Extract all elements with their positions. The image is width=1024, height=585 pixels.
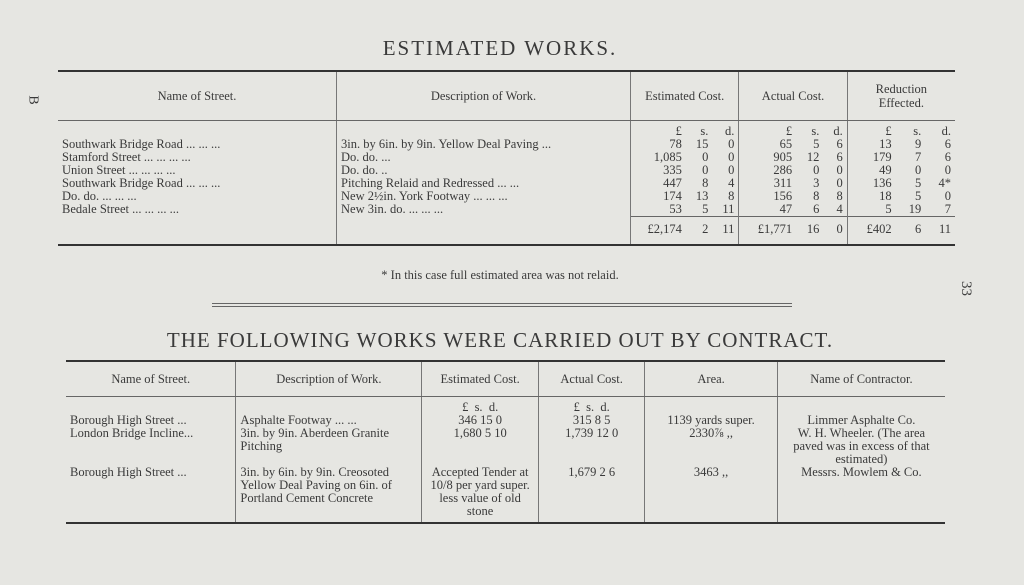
act-cell: 47 xyxy=(739,203,796,217)
table-row xyxy=(58,138,955,151)
act-cell: 6 xyxy=(836,137,843,151)
col-street: Name of Street. xyxy=(58,71,337,121)
act-cell: 5 xyxy=(813,137,820,151)
page-title: ESTIMATED WORKS. xyxy=(382,36,618,60)
area-cell: 3463 ,, xyxy=(645,466,777,523)
est-cell: 0 xyxy=(702,163,709,177)
divider-rule xyxy=(212,303,792,307)
actual-cell: 315 8 5 xyxy=(538,414,644,427)
total-cell: 11 xyxy=(925,217,955,246)
street-cell: Southwark Bridge Road ... ... ... xyxy=(62,176,221,190)
actual-cell: 1,739 12 0 xyxy=(538,427,644,466)
est-cell: 1,085 xyxy=(631,151,686,164)
col-description: Description of Work. xyxy=(337,71,631,121)
act-cell: 3 xyxy=(813,176,820,190)
currency-pound: £ xyxy=(847,121,895,139)
red-cell: 6 xyxy=(944,137,951,151)
street-cell: London Bridge Incline... xyxy=(70,426,194,440)
col-reduction: Reduction Effected. xyxy=(847,71,955,121)
table-row xyxy=(66,427,945,466)
est-cell: 8 xyxy=(728,189,735,203)
total-cell: 16 xyxy=(796,217,823,246)
col-street: Name of Street. xyxy=(66,361,236,397)
est-cell: 5 xyxy=(702,202,709,216)
red-cell: 136 xyxy=(847,177,895,190)
est-cell: 11 xyxy=(722,202,735,216)
currency-labels: £ s. d. xyxy=(422,397,539,415)
est-cell: 13 xyxy=(695,189,709,203)
est-cell: 0 xyxy=(728,137,735,151)
footnote: * In this case full estimated area was not relaid. xyxy=(381,268,619,282)
act-cell: 65 xyxy=(739,138,796,151)
col-area: Area. xyxy=(645,361,777,397)
table-row xyxy=(66,466,945,523)
red-cell: 4* xyxy=(938,176,951,190)
description-cell: 3in. by 9in. Aberdeen Granite Pitching xyxy=(236,427,422,466)
total-cell: 6 xyxy=(896,217,926,246)
street-cell: Bedale Street ... ... ... ... xyxy=(62,202,179,216)
est-cell: 78 xyxy=(631,138,686,151)
description-cell: New 3in. do. ... ... ... xyxy=(337,203,631,217)
description-cell: Asphalte Footway ... ... xyxy=(236,414,422,427)
act-cell: 286 xyxy=(739,164,796,177)
act-cell: 12 xyxy=(806,150,820,164)
contractor-cell: W. H. Wheeler. (The area paved was in excess of that estimated) xyxy=(777,427,945,466)
act-cell: 6 xyxy=(813,202,820,216)
total-cell: £1,771 xyxy=(739,217,796,246)
totals-row xyxy=(58,217,955,246)
currency-pence: d. xyxy=(941,124,951,138)
estimated-cell: Accepted Tender at 10/8 per yard super. less value of old stone xyxy=(422,466,539,523)
currency-shilling: s. xyxy=(700,124,709,138)
red-cell: 49 xyxy=(847,164,895,177)
act-cell: 0 xyxy=(813,163,820,177)
description-cell: Do. do. ... xyxy=(337,151,631,164)
red-cell: 18 xyxy=(847,190,895,203)
estimated-cell: 1,680 5 10 xyxy=(422,427,539,466)
description-cell: New 2½in. York Footway ... ... ... xyxy=(337,190,631,203)
red-cell: 179 xyxy=(847,151,895,164)
currency-pence: d. xyxy=(725,124,735,138)
col-estimated: Estimated Cost. xyxy=(631,71,739,121)
est-cell: 53 xyxy=(631,203,686,217)
red-cell: 0 xyxy=(944,189,951,203)
est-cell: 15 xyxy=(695,137,709,151)
est-cell: 0 xyxy=(728,163,735,177)
act-cell: 0 xyxy=(836,176,843,190)
side-letter: B xyxy=(25,95,41,105)
estimated-cell: 346 15 0 xyxy=(422,414,539,427)
est-cell: 0 xyxy=(702,150,709,164)
est-cell: 4 xyxy=(728,176,735,190)
currency-pound: £ xyxy=(631,121,686,139)
red-cell: 7 xyxy=(915,150,922,164)
street-cell: Borough High Street ... xyxy=(70,413,187,427)
act-cell: 311 xyxy=(739,177,796,190)
contractor-cell: Limmer Asphalte Co. xyxy=(777,414,945,427)
est-cell: 0 xyxy=(728,150,735,164)
total-cell: 11 xyxy=(712,217,739,246)
section-title: THE FOLLOWING WORKS WERE CARRIED OUT BY CONTRACT. xyxy=(166,328,834,352)
description-cell: 3in. by 6in. by 9in. Yellow Deal Paving ... xyxy=(337,138,631,151)
actual-cell: 1,679 2 6 xyxy=(538,466,644,523)
currency-pence: d. xyxy=(833,124,843,138)
table-row xyxy=(58,151,955,164)
est-cell: 335 xyxy=(631,164,686,177)
red-cell: 6 xyxy=(944,150,951,164)
act-cell: 6 xyxy=(836,150,843,164)
currency-labels: £ s. d. xyxy=(538,397,644,415)
est-cell: 447 xyxy=(631,177,686,190)
red-cell: 7 xyxy=(944,202,951,216)
red-cell: 0 xyxy=(944,163,951,177)
total-cell: 2 xyxy=(686,217,712,246)
col-description: Description of Work. xyxy=(236,361,422,397)
estimated-works-table xyxy=(58,70,955,246)
description-cell: Do. do. .. xyxy=(337,164,631,177)
red-cell: 5 xyxy=(847,203,895,217)
street-cell: Southwark Bridge Road ... ... ... xyxy=(62,137,221,151)
red-cell: 5 xyxy=(915,189,922,203)
currency-shilling: s. xyxy=(811,124,820,138)
description-cell: 3in. by 6in. by 9in. Creosoted Yellow Deal Paving on 6in. of Portland Cement Concrete xyxy=(236,466,422,523)
page-number: 33 xyxy=(958,281,974,296)
red-cell: 5 xyxy=(915,176,922,190)
table-row xyxy=(58,190,955,203)
red-cell: 9 xyxy=(915,137,922,151)
act-cell: 0 xyxy=(836,163,843,177)
total-cell: £402 xyxy=(847,217,895,246)
total-cell: 0 xyxy=(823,217,847,246)
act-cell: 4 xyxy=(836,202,843,216)
col-actual: Actual Cost. xyxy=(739,71,847,121)
street-cell: Do. do. ... ... ... xyxy=(62,189,137,203)
area-cell: 2330⅞ ,, xyxy=(645,427,777,466)
act-cell: 8 xyxy=(813,189,820,203)
act-cell: 905 xyxy=(739,151,796,164)
col-actual: Actual Cost. xyxy=(538,361,644,397)
contractor-cell: Messrs. Mowlem & Co. xyxy=(777,466,945,523)
red-cell: 0 xyxy=(915,163,922,177)
table-row xyxy=(58,203,955,217)
currency-row xyxy=(66,397,945,415)
est-cell: 8 xyxy=(702,176,709,190)
street-cell: Union Street ... ... ... ... xyxy=(62,163,176,177)
act-cell: 8 xyxy=(836,189,843,203)
est-cell: 174 xyxy=(631,190,686,203)
currency-row xyxy=(58,121,955,139)
street-cell: Stamford Street ... ... ... ... xyxy=(62,150,191,164)
street-cell: Borough High Street ... xyxy=(70,465,187,479)
contract-works-table xyxy=(66,360,945,524)
red-cell: 19 xyxy=(908,202,922,216)
act-cell: 156 xyxy=(739,190,796,203)
col-estimated: Estimated Cost. xyxy=(422,361,539,397)
currency-shilling: s. xyxy=(913,124,922,138)
description-cell: Pitching Relaid and Redressed ... ... xyxy=(337,177,631,190)
total-cell: £2,174 xyxy=(631,217,686,246)
currency-pound: £ xyxy=(739,121,796,139)
area-cell: 1139 yards super. xyxy=(645,414,777,427)
col-contractor: Name of Contractor. xyxy=(777,361,945,397)
red-cell: 13 xyxy=(847,138,895,151)
